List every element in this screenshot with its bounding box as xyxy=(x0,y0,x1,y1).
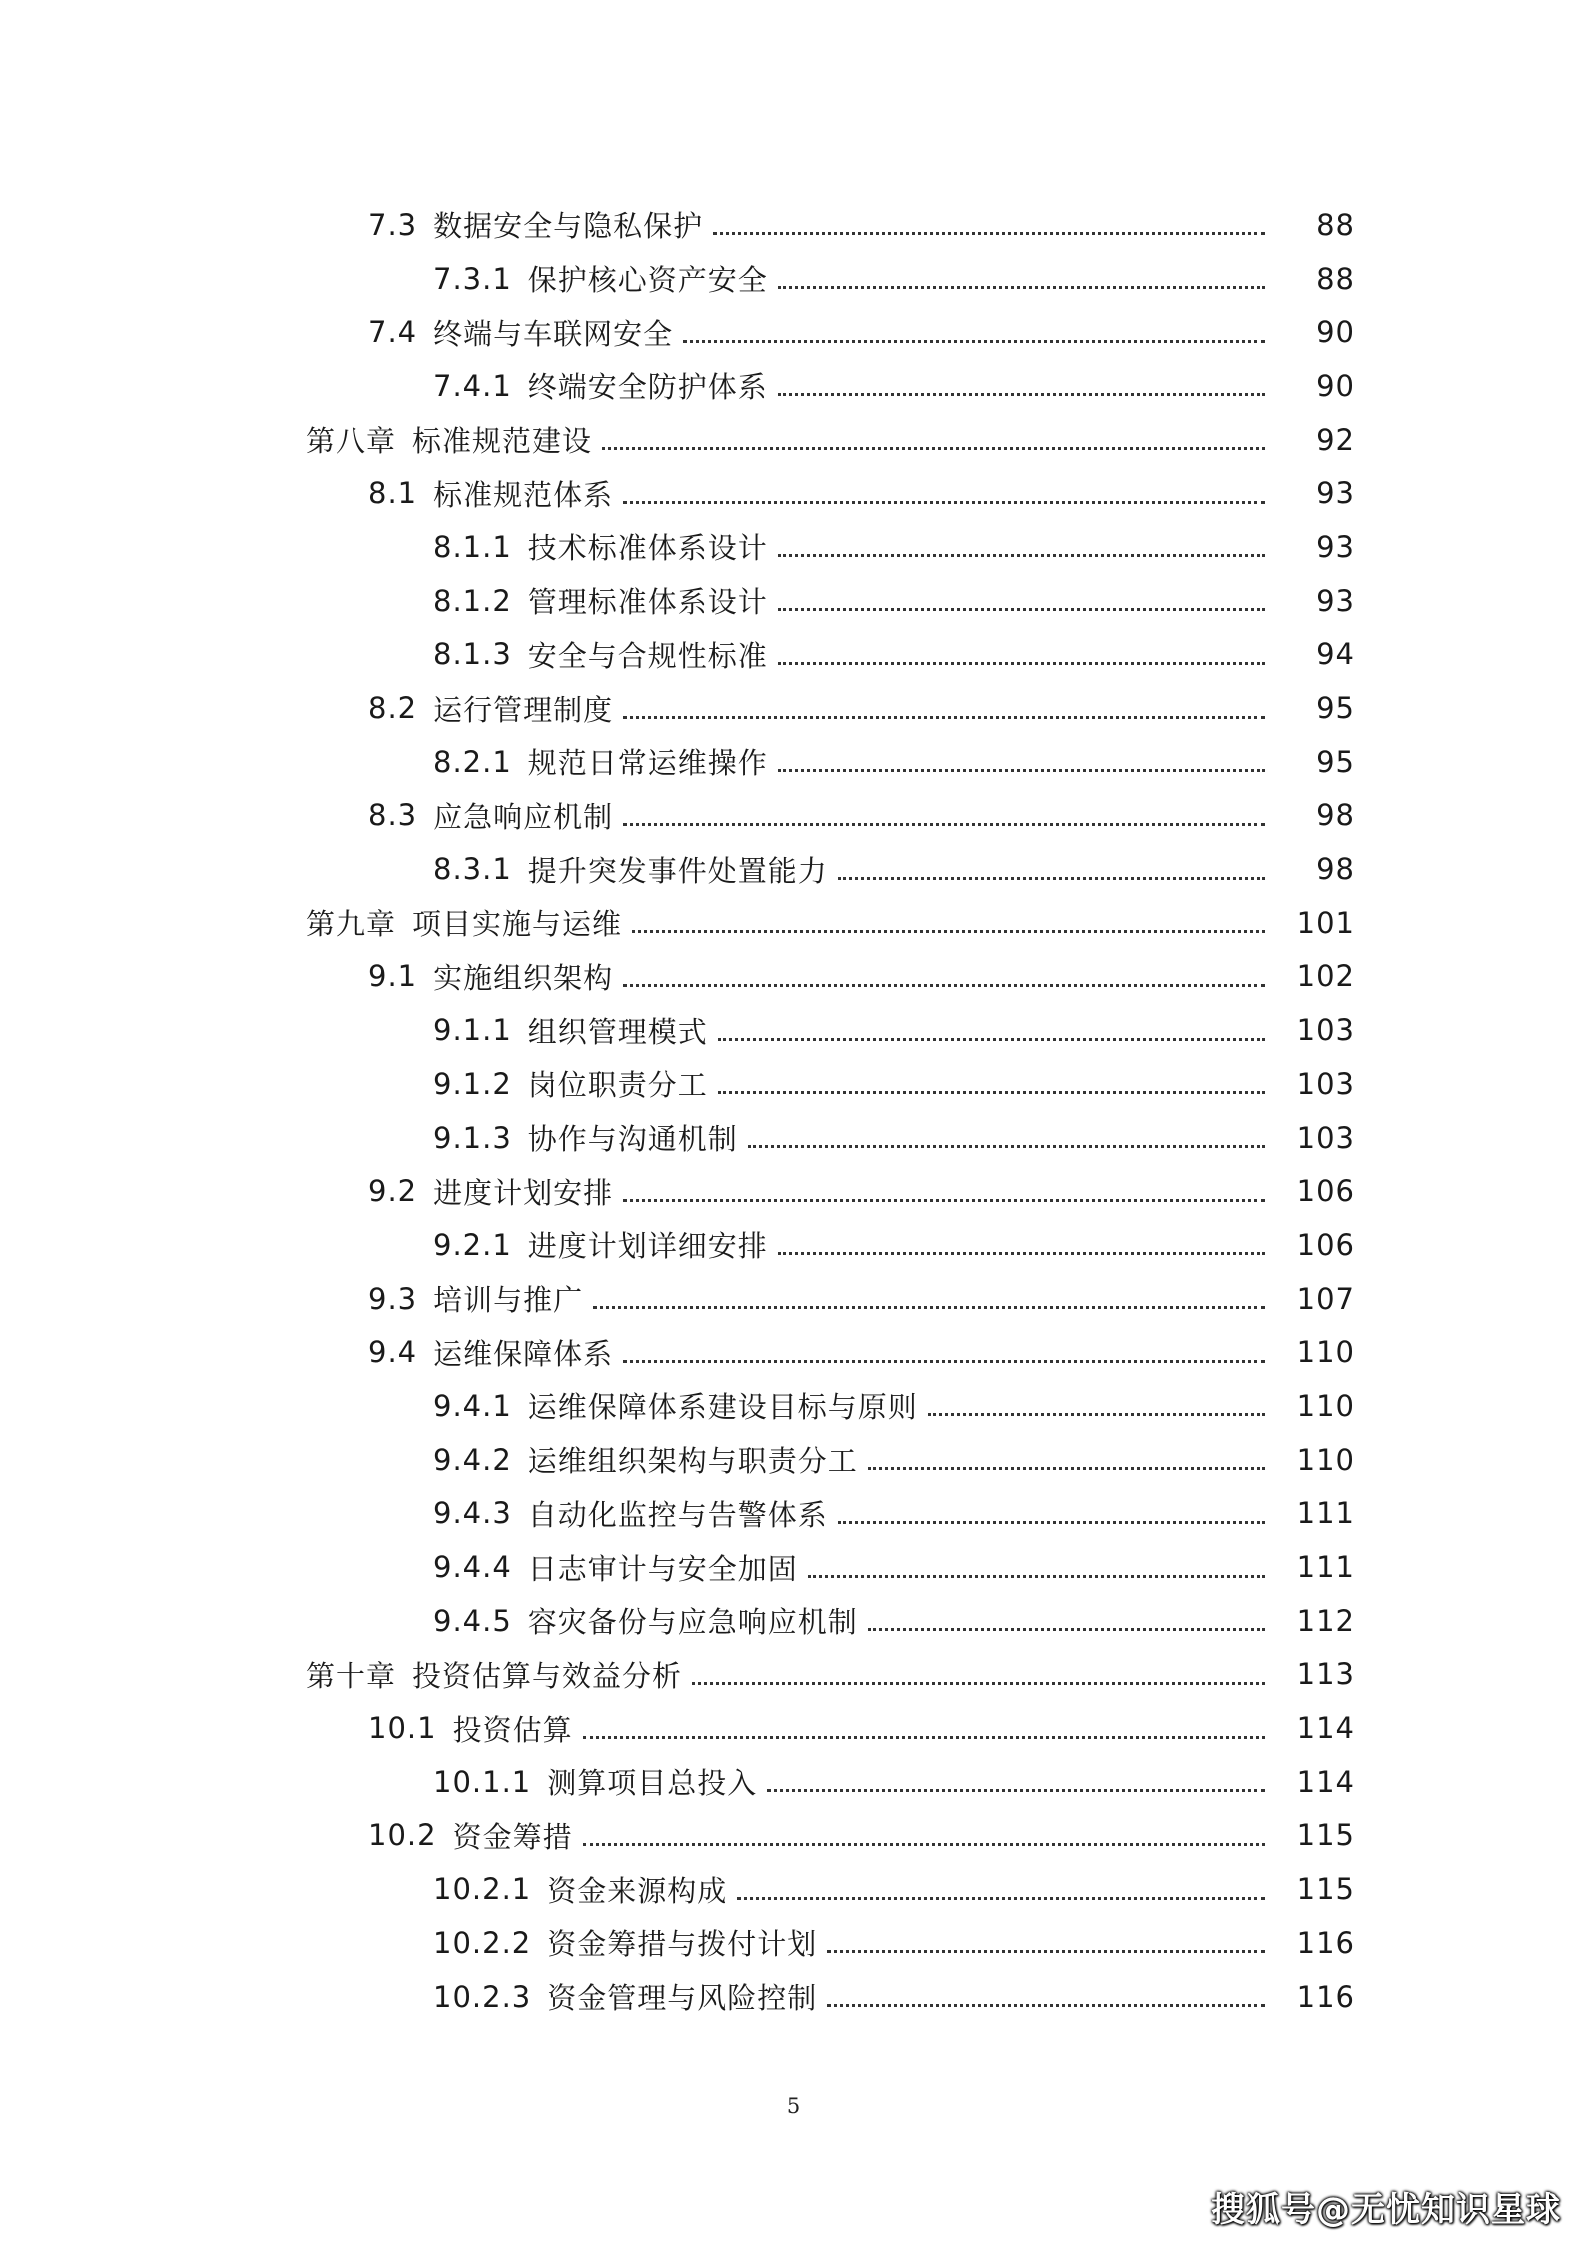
toc-entry-title: 规范日常运维操作 xyxy=(527,746,768,781)
toc-entry[interactable] xyxy=(0,252,1587,306)
toc-entry-title: 技术标准体系设计 xyxy=(527,531,768,566)
toc-entry-number: 9.4.1 xyxy=(433,1388,512,1423)
table-of-contents xyxy=(0,198,1587,2023)
toc-entry-number: 9.4.3 xyxy=(433,1496,512,1531)
toc-entry-title: 标准规范体系 xyxy=(433,477,614,512)
toc-entry-title: 测算项目总投入 xyxy=(547,1766,758,1801)
toc-entry-number: 9.4.5 xyxy=(433,1603,512,1638)
toc-entry-number: 8.1 xyxy=(368,476,418,511)
toc-entry-title: 投资估算与效益分析 xyxy=(412,1658,683,1693)
toc-entry-page: 90 xyxy=(1316,315,1355,350)
toc-entry-title: 标准规范建设 xyxy=(412,424,593,459)
toc-entry[interactable] xyxy=(0,520,1587,574)
toc-entry[interactable] xyxy=(0,950,1587,1004)
toc-entry-title: 资金筹措与拨付计划 xyxy=(547,1927,818,1962)
toc-entry-title: 项目实施与运维 xyxy=(412,907,623,942)
toc-entry[interactable] xyxy=(0,896,1587,950)
toc-entry-number: 7.3 xyxy=(368,207,418,242)
toc-entry-title: 进度计划详细安排 xyxy=(527,1229,768,1264)
toc-entry-page: 103 xyxy=(1296,1066,1355,1101)
toc-entry[interactable] xyxy=(0,1648,1587,1702)
toc-entry-title: 资金来源构成 xyxy=(547,1873,728,1908)
toc-entry-title: 提升突发事件处置能力 xyxy=(527,853,828,888)
toc-entry-page: 94 xyxy=(1316,637,1355,672)
toc-entry-page: 88 xyxy=(1316,261,1355,296)
toc-entry-page: 101 xyxy=(1296,905,1355,940)
toc-entry[interactable] xyxy=(0,735,1587,789)
toc-entry-page: 106 xyxy=(1296,1227,1355,1262)
toc-dot-leader xyxy=(778,608,1265,611)
toc-entry[interactable] xyxy=(0,1433,1587,1487)
toc-entry-number: 10.1 xyxy=(368,1711,437,1746)
toc-entry-number: 第八章 xyxy=(306,424,397,459)
toc-entry-number: 9.1.3 xyxy=(433,1120,512,1155)
toc-dot-leader xyxy=(838,877,1265,880)
toc-entry-title: 实施组织架构 xyxy=(433,960,614,995)
toc-dot-leader xyxy=(868,1467,1265,1470)
toc-entry[interactable] xyxy=(0,1003,1587,1057)
toc-dot-leader xyxy=(778,769,1265,772)
toc-dot-leader xyxy=(778,286,1265,289)
toc-entry-page: 112 xyxy=(1296,1603,1355,1638)
toc-entry-title: 协作与沟通机制 xyxy=(527,1122,738,1157)
toc-entry-number: 8.3 xyxy=(368,798,418,833)
toc-entry-title: 运维组织架构与职责分工 xyxy=(527,1444,858,1479)
toc-entry-title: 终端安全防护体系 xyxy=(527,370,768,405)
toc-dot-leader xyxy=(683,340,1265,343)
toc-dot-leader xyxy=(713,232,1265,235)
toc-entry-title: 投资估算 xyxy=(452,1712,573,1747)
page-number: 5 xyxy=(786,2094,801,2118)
toc-entry-number: 8.2 xyxy=(368,691,418,726)
toc-dot-leader xyxy=(838,1521,1265,1524)
toc-entry-number: 9.2.1 xyxy=(433,1227,512,1262)
toc-dot-leader xyxy=(808,1575,1265,1578)
toc-entry[interactable] xyxy=(0,1379,1587,1433)
toc-dot-leader xyxy=(778,554,1265,557)
toc-entry-page: 116 xyxy=(1296,1925,1355,1960)
toc-entry[interactable] xyxy=(0,466,1587,520)
toc-entry-title: 运维保障体系建设目标与原则 xyxy=(527,1390,918,1425)
toc-entry-number: 第十章 xyxy=(306,1658,397,1693)
toc-dot-leader xyxy=(778,393,1265,396)
toc-entry-title: 运维保障体系 xyxy=(433,1336,614,1371)
toc-dot-leader xyxy=(827,1950,1265,1953)
toc-entry-number: 9.1 xyxy=(368,959,418,994)
toc-entry[interactable] xyxy=(0,305,1587,359)
toc-entry[interactable] xyxy=(0,574,1587,628)
toc-entry-page: 95 xyxy=(1316,691,1355,726)
toc-dot-leader xyxy=(623,716,1265,719)
toc-entry-number: 9.4.4 xyxy=(433,1550,512,1585)
toc-entry-title: 组织管理模式 xyxy=(527,1014,708,1049)
toc-entry-page: 115 xyxy=(1296,1818,1355,1853)
toc-entry-number: 10.1.1 xyxy=(433,1764,532,1799)
toc-entry-number: 7.3.1 xyxy=(433,261,512,296)
toc-dot-leader xyxy=(692,1682,1265,1685)
toc-entry-page: 103 xyxy=(1296,1120,1355,1155)
toc-entry-number: 7.4.1 xyxy=(433,368,512,403)
toc-entry-page: 103 xyxy=(1296,1013,1355,1048)
toc-entry-number: 9.2 xyxy=(368,1174,418,1209)
toc-dot-leader xyxy=(868,1628,1265,1631)
toc-entry-number: 7.4 xyxy=(368,315,418,350)
toc-entry-page: 116 xyxy=(1296,1979,1355,2014)
toc-entry-number: 8.1.1 xyxy=(433,529,512,564)
toc-entry-title: 数据安全与隐私保护 xyxy=(433,209,704,244)
toc-entry-page: 110 xyxy=(1296,1335,1355,1370)
toc-entry[interactable] xyxy=(0,1755,1587,1809)
toc-entry-number: 10.2.1 xyxy=(433,1872,532,1907)
toc-entry-page: 88 xyxy=(1316,207,1355,242)
toc-entry-page: 90 xyxy=(1316,368,1355,403)
toc-entry-page: 110 xyxy=(1296,1442,1355,1477)
toc-entry[interactable] xyxy=(0,1701,1587,1755)
toc-entry[interactable] xyxy=(0,628,1587,682)
toc-entry-page: 114 xyxy=(1296,1764,1355,1799)
toc-dot-leader xyxy=(718,1038,1265,1041)
toc-entry-page: 93 xyxy=(1316,476,1355,511)
toc-entry[interactable] xyxy=(0,1594,1587,1648)
toc-dot-leader xyxy=(778,1252,1265,1255)
toc-dot-leader xyxy=(718,1091,1265,1094)
toc-entry-page: 106 xyxy=(1296,1174,1355,1209)
toc-entry[interactable] xyxy=(0,198,1587,252)
toc-entry-page: 92 xyxy=(1316,422,1355,457)
toc-dot-leader xyxy=(583,1736,1265,1739)
toc-entry[interactable] xyxy=(0,1325,1587,1379)
toc-entry-title: 运行管理制度 xyxy=(433,692,614,727)
toc-entry-page: 111 xyxy=(1296,1496,1355,1531)
toc-dot-leader xyxy=(623,823,1265,826)
toc-entry[interactable] xyxy=(0,1272,1587,1326)
toc-entry-page: 93 xyxy=(1316,529,1355,564)
toc-entry-page: 93 xyxy=(1316,583,1355,618)
toc-entry[interactable] xyxy=(0,1540,1587,1594)
toc-entry-number: 9.1.2 xyxy=(433,1066,512,1101)
toc-entry-page: 110 xyxy=(1296,1388,1355,1423)
toc-entry-title: 进度计划安排 xyxy=(433,1175,614,1210)
toc-entry-page: 115 xyxy=(1296,1872,1355,1907)
toc-dot-leader xyxy=(623,984,1265,987)
toc-dot-leader xyxy=(623,1199,1265,1202)
toc-entry-page: 107 xyxy=(1296,1281,1355,1316)
toc-dot-leader xyxy=(583,1843,1265,1846)
toc-entry[interactable] xyxy=(0,1164,1587,1218)
toc-dot-leader xyxy=(623,1360,1265,1363)
toc-entry-title: 培训与推广 xyxy=(433,1283,584,1318)
toc-entry-number: 10.2.3 xyxy=(433,1979,532,2014)
toc-entry-title: 终端与车联网安全 xyxy=(433,316,674,351)
toc-entry[interactable] xyxy=(0,413,1587,467)
toc-entry[interactable] xyxy=(0,789,1587,843)
toc-entry-number: 10.2 xyxy=(368,1818,437,1853)
toc-entry[interactable] xyxy=(0,1057,1587,1111)
toc-entry-title: 应急响应机制 xyxy=(433,799,614,834)
toc-entry-title: 日志审计与安全加固 xyxy=(527,1551,798,1586)
toc-dot-leader xyxy=(602,447,1265,450)
toc-dot-leader xyxy=(632,930,1265,933)
toc-dot-leader xyxy=(827,2004,1265,2007)
watermark: 搜狐号@无忧知识星球 xyxy=(1211,2190,1561,2230)
toc-entry-number: 9.3 xyxy=(368,1281,418,1316)
toc-entry[interactable] xyxy=(0,681,1587,735)
toc-entry-page: 114 xyxy=(1296,1711,1355,1746)
toc-entry[interactable] xyxy=(0,1111,1587,1165)
toc-entry[interactable] xyxy=(0,1218,1587,1272)
toc-entry-page: 95 xyxy=(1316,744,1355,779)
toc-entry-number: 第九章 xyxy=(306,907,397,942)
toc-entry-page: 102 xyxy=(1296,959,1355,994)
toc-entry-number: 9.4.2 xyxy=(433,1442,512,1477)
toc-entry-number: 8.3.1 xyxy=(433,852,512,887)
toc-entry-title: 安全与合规性标准 xyxy=(527,638,768,673)
toc-entry[interactable] xyxy=(0,359,1587,413)
toc-entry-title: 岗位职责分工 xyxy=(527,1068,708,1103)
toc-entry-title: 自动化监控与告警体系 xyxy=(527,1497,828,1532)
toc-entry-title: 保护核心资产安全 xyxy=(527,263,768,298)
toc-dot-leader xyxy=(593,1306,1265,1309)
toc-entry[interactable] xyxy=(0,1862,1587,1916)
toc-entry[interactable] xyxy=(0,1916,1587,1970)
toc-dot-leader xyxy=(623,501,1265,504)
toc-entry-page: 113 xyxy=(1296,1657,1355,1692)
toc-dot-leader xyxy=(748,1145,1265,1148)
toc-entry-number: 9.1.1 xyxy=(433,1013,512,1048)
toc-dot-leader xyxy=(737,1897,1265,1900)
toc-dot-leader xyxy=(928,1413,1265,1416)
toc-entry-number: 8.2.1 xyxy=(433,744,512,779)
toc-entry-title: 资金筹措 xyxy=(452,1819,573,1854)
toc-entry-number: 9.4 xyxy=(368,1335,418,1370)
toc-entry-title: 管理标准体系设计 xyxy=(527,585,768,620)
toc-entry-number: 8.1.2 xyxy=(433,583,512,618)
toc-entry[interactable] xyxy=(0,1487,1587,1541)
toc-entry-title: 容灾备份与应急响应机制 xyxy=(527,1605,858,1640)
toc-dot-leader xyxy=(767,1789,1265,1792)
toc-entry-number: 8.1.3 xyxy=(433,637,512,672)
toc-entry-page: 111 xyxy=(1296,1550,1355,1585)
toc-entry[interactable] xyxy=(0,1809,1587,1863)
toc-entry-number: 10.2.2 xyxy=(433,1925,532,1960)
toc-entry-page: 98 xyxy=(1316,852,1355,887)
toc-dot-leader xyxy=(778,662,1265,665)
toc-entry[interactable] xyxy=(0,1970,1587,2024)
toc-entry[interactable] xyxy=(0,842,1587,896)
toc-entry-title: 资金管理与风险控制 xyxy=(547,1981,818,2016)
toc-entry-page: 98 xyxy=(1316,798,1355,833)
